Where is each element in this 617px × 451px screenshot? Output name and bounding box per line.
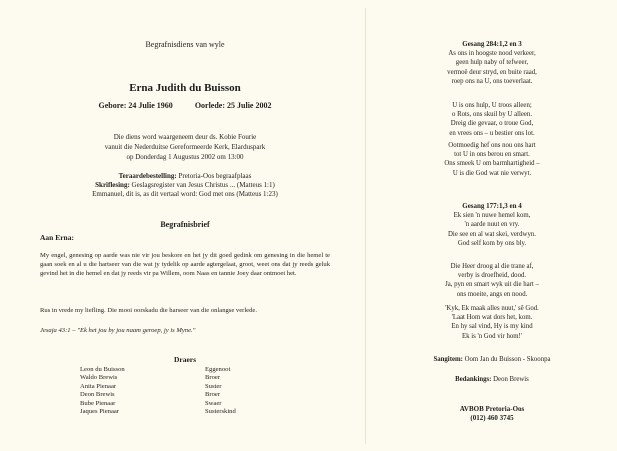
singing-item <box>372 356 612 363</box>
thanks-item <box>372 376 612 383</box>
singing-performer: Oom Jan du Buisson - Skoonpa <box>464 356 551 363</box>
reading-line-2: Emmanuel, dit is, as dit vertaal word: God met ons (Matteus 1:23) <box>92 190 278 198</box>
burial-label: Teraardebestelling: <box>118 172 177 180</box>
reading-label: Skriflesing: <box>95 181 130 189</box>
thanks-person: Deon Brewis <box>493 376 529 383</box>
service-line: vanuit die Nederduitse Gereformeerde Kerk, Elarduspark <box>104 143 266 151</box>
hymn-line: Dreig die gevaar, o troue God, <box>450 120 534 128</box>
hymn-line: Ootmoedig hef ons nou ons hart <box>448 142 536 149</box>
burial-line <box>40 172 330 181</box>
hymn-line: U is ons hulp, U troos alleen; <box>452 102 532 109</box>
deceased-name: Erna Judith du Buisson <box>129 82 241 94</box>
hymn-line: U is die God wat nie verwyt. <box>452 169 532 177</box>
bearer-relation: Broer <box>205 391 221 399</box>
bearer-row <box>80 383 300 391</box>
thanks-label: Bedankings: <box>455 376 492 383</box>
bearer-relation: Eggenoot <box>205 366 231 373</box>
service-details <box>40 132 330 162</box>
burial-details <box>40 172 330 199</box>
hymn-line: Ja, pyn en smart wyk uit die hart – <box>445 281 539 289</box>
bearer-relation: Susterskind <box>205 408 236 416</box>
bearer-name: Anita Pienaar <box>80 382 117 390</box>
life-dates <box>40 101 330 110</box>
death-date: Oorlede: 25 Julie 2002 <box>194 101 272 110</box>
hymn-1-title: Gesang 284:1,2 en 3 <box>462 40 522 48</box>
hymn-line: ons moeite, angs en nood. <box>456 290 528 298</box>
hymn-2-title: Gesang 177:1,3 en 4 <box>462 202 522 210</box>
bearer-row <box>80 374 300 382</box>
hymn-line: verby is droefheid, dood. <box>457 272 527 280</box>
bearer-name: Leon du Buisson <box>80 366 125 373</box>
scripture-verse: Jesaja 43:1 – "Ek het jou by jou naam geroep, jy is Myne." <box>40 327 196 334</box>
hymn-line: Die Heer droog al die trane af, <box>450 263 534 270</box>
letter-salutation: Aan Erna: <box>40 233 74 242</box>
hymn-line: 'n aarde nuut en vry. <box>464 221 520 229</box>
letter-title: Begrafnisbrief <box>160 220 210 229</box>
hymn-line: God self kom by ons bly. <box>457 239 527 247</box>
reading-text: Geslagsregister van Jesus Christus ... (Matteus 1:1) <box>131 181 275 189</box>
bearer-row <box>80 391 300 399</box>
bearer-relation: Suster <box>205 382 222 390</box>
burial-place: Pretoria-Oos begraafplaas <box>178 172 252 180</box>
funeral-home-phone: (012) 460 3745 <box>470 414 514 422</box>
bearer-row <box>80 408 300 416</box>
bearer-row <box>80 400 300 408</box>
funeral-home <box>372 405 612 423</box>
hymn-1-stanza-1 <box>372 40 612 86</box>
service-line: Die diens word waargeneem deur ds. Kobie Fourie <box>113 133 257 141</box>
bearers-list <box>80 366 300 416</box>
hymn-line: roep ons na U, ons toeverlaat. <box>451 77 533 85</box>
hymn-line: 'Laat Hom wat dors het, kom. <box>451 314 533 322</box>
bearer-row <box>80 366 300 374</box>
hymn-2-stanza-2 <box>372 262 612 299</box>
hymn-line: geen hulp naby of tefweer, <box>455 59 529 67</box>
hymn-line: As ons in hoogste nood verkeer, <box>448 50 536 58</box>
service-header: Begrafnisdiens van wyle <box>145 40 225 49</box>
hymn-line: Ons smeek U om barmhartigheid – <box>444 160 540 168</box>
birth-date: Gebore: 24 Julie 1960 <box>98 101 173 110</box>
reading-line <box>40 181 330 190</box>
bearers-title: Draers <box>173 355 197 364</box>
letter-paragraph: My engel, genesing op aarde was nie vir jou beskore en het jy dit goed gedink om genesing in die hemel te gaan soek en al u die hartseer van die wat jy tydelik op aarde agtergelaat, groot, weet ons dat jy reeds geluk gevind het in die hemel en dat jy reeds vir pa Willem, oom Naas en tannie Joey daar ontmoet het. <box>40 252 330 277</box>
hymn-1-stanza-2 <box>372 101 612 138</box>
hymn-line: Die see en al wat skei, verdwyn. <box>448 230 536 238</box>
bearer-name: Deon Brewis <box>80 391 115 399</box>
bearer-relation: Swaer <box>205 399 222 407</box>
hymn-line: Ek sien 'n nuwe hemel kom, <box>453 212 531 220</box>
hymn-line: o Rots, ons skuil by U alleen. <box>451 111 533 119</box>
hymn-line: Ek is 'n God vir hom!' <box>461 332 523 340</box>
hymn-line: tot U in ons berou en smart. <box>454 151 530 159</box>
hymn-2-stanza-3 <box>372 304 612 341</box>
hymn-2-stanza-1 <box>372 202 612 248</box>
fold-line <box>365 8 366 444</box>
letter-paragraph: Rus in vrede my liefling. Die mooi oorskadu die harseer van die onlangse verlede. <box>40 307 257 314</box>
funeral-home-name: AVBOB Pretoria-Oos <box>459 405 525 413</box>
hymn-1-stanza-3 <box>372 141 612 178</box>
bearer-relation: Broer <box>205 374 221 382</box>
hymn-line: En hy sal vind, Hy is my kind <box>451 323 533 331</box>
bearer-name: Bube Pienaar <box>80 399 116 407</box>
singing-label: Sangitem: <box>433 356 463 363</box>
bearer-name: Waldo Brewis <box>80 374 118 382</box>
bearer-name: Jaques Pienaar <box>80 408 119 416</box>
service-line: op Donderdag 1 Augustus 2002 om 13:00 <box>126 153 244 161</box>
hymn-line: en vrees ons – u bestier ons lot. <box>449 129 535 137</box>
hymn-line: 'Kyk, Ek maak alles nuut,' sê God. <box>445 305 539 312</box>
hymn-line: vermoë deur stryd, en buite raad, <box>447 68 537 76</box>
